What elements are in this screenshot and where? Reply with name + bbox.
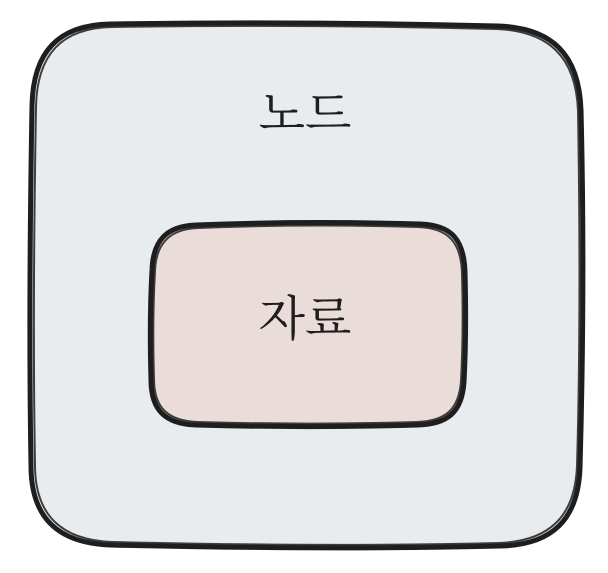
- data-box-label: 자료: [258, 291, 352, 347]
- node-label: 노드: [258, 86, 352, 142]
